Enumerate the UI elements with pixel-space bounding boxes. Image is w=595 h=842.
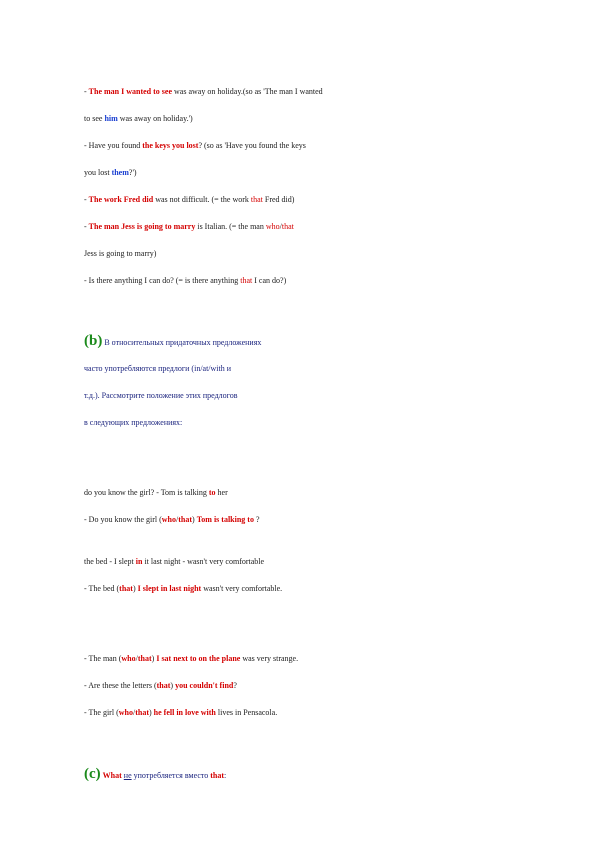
- example-line-2: to see him was away on holiday.'): [84, 114, 193, 123]
- example-line-4: you lost them?'): [84, 168, 137, 177]
- what-keyword: What: [102, 771, 122, 780]
- preposition-highlight: to: [208, 488, 216, 497]
- relative-pronoun: who: [121, 654, 136, 663]
- relative-clause-highlight: I slept in last night: [137, 584, 202, 593]
- example-line-15: the bed - I slept in it last night - wasn't very comfortable: [84, 557, 265, 566]
- relative-pronoun: that: [156, 681, 171, 690]
- pronoun-highlight: him: [104, 114, 118, 123]
- relative-pronoun: that: [119, 584, 133, 593]
- relative-clause-highlight: he fell in love with: [153, 708, 216, 717]
- relative-clause-highlight: The work Fred did: [88, 195, 154, 204]
- relative-clause-highlight: Tom is talking to: [196, 515, 254, 524]
- example-line-19: - The girl (who/that) he fell in love with lives in Pensacola.: [84, 708, 278, 717]
- example-line-18: - Are these the letters (that) you couldn't find?: [84, 681, 237, 690]
- example-line-13: do you know the girl? - Tom is talking to her: [84, 488, 228, 497]
- section-b-heading: (b) В относительных придаточных предложениях: [84, 333, 262, 349]
- relative-clause-highlight: The man Jess is going to marry: [88, 222, 196, 231]
- relative-pronoun: that: [240, 276, 253, 285]
- relative-pronoun: that: [137, 654, 152, 663]
- relative-pronoun: that: [178, 515, 193, 524]
- example-line-8: - Is there anything I can do? (= is there anything that I can do?): [84, 276, 287, 285]
- relative-pronoun: who: [161, 515, 176, 524]
- relative-clause-highlight: The man I wanted to see: [88, 87, 173, 96]
- example-line-3: - Have you found the keys you lost? (so as 'Have you found the keys: [84, 141, 306, 150]
- section-b-marker: (b): [84, 333, 103, 349]
- example-line-16: - The bed (that) I slept in last night wasn't very comfortable.: [84, 584, 283, 593]
- relative-pronoun: that: [281, 222, 294, 231]
- example-line-7: Jess is going to marry): [84, 249, 157, 258]
- section-c-marker: (c): [84, 766, 101, 782]
- that-keyword: that: [210, 771, 225, 780]
- relative-pronoun: who: [265, 222, 280, 231]
- example-line-17: - The man (who/that) I sat next to on the plane was very strange.: [84, 654, 299, 663]
- example-line-1: - The man I wanted to see was away on holiday.(so as 'The man I wanted: [84, 87, 323, 96]
- section-b-line-4: в следующих предложениях:: [84, 418, 183, 427]
- relative-pronoun: that: [250, 195, 263, 204]
- preposition-highlight: in: [135, 557, 143, 566]
- relative-clause-highlight: you couldn't find: [175, 681, 234, 690]
- relative-clause-highlight: the keys you lost: [142, 141, 199, 150]
- relative-clause-highlight: I sat next to on the plane: [156, 654, 241, 663]
- section-b-line-3: т.д.). Рассмотрите положение этих предлогов: [84, 391, 238, 400]
- relative-pronoun: that: [135, 708, 149, 717]
- example-line-5: - The work Fred did was not difficult. (= the work that Fred did): [84, 195, 295, 204]
- example-line-6: - The man Jess is going to marry is Italian. (= the man who/that: [84, 222, 294, 231]
- pronoun-highlight: them: [111, 168, 129, 177]
- section-b-line-2: часто употребляются предлоги (in/at/with и: [84, 364, 232, 373]
- example-line-14: - Do you know the girl (who/that) Tom is talking to ?: [84, 515, 260, 524]
- negation-word: не: [123, 771, 132, 780]
- relative-pronoun: who: [118, 708, 133, 717]
- section-c-heading: (c) What не употребляется вместо that:: [84, 766, 227, 782]
